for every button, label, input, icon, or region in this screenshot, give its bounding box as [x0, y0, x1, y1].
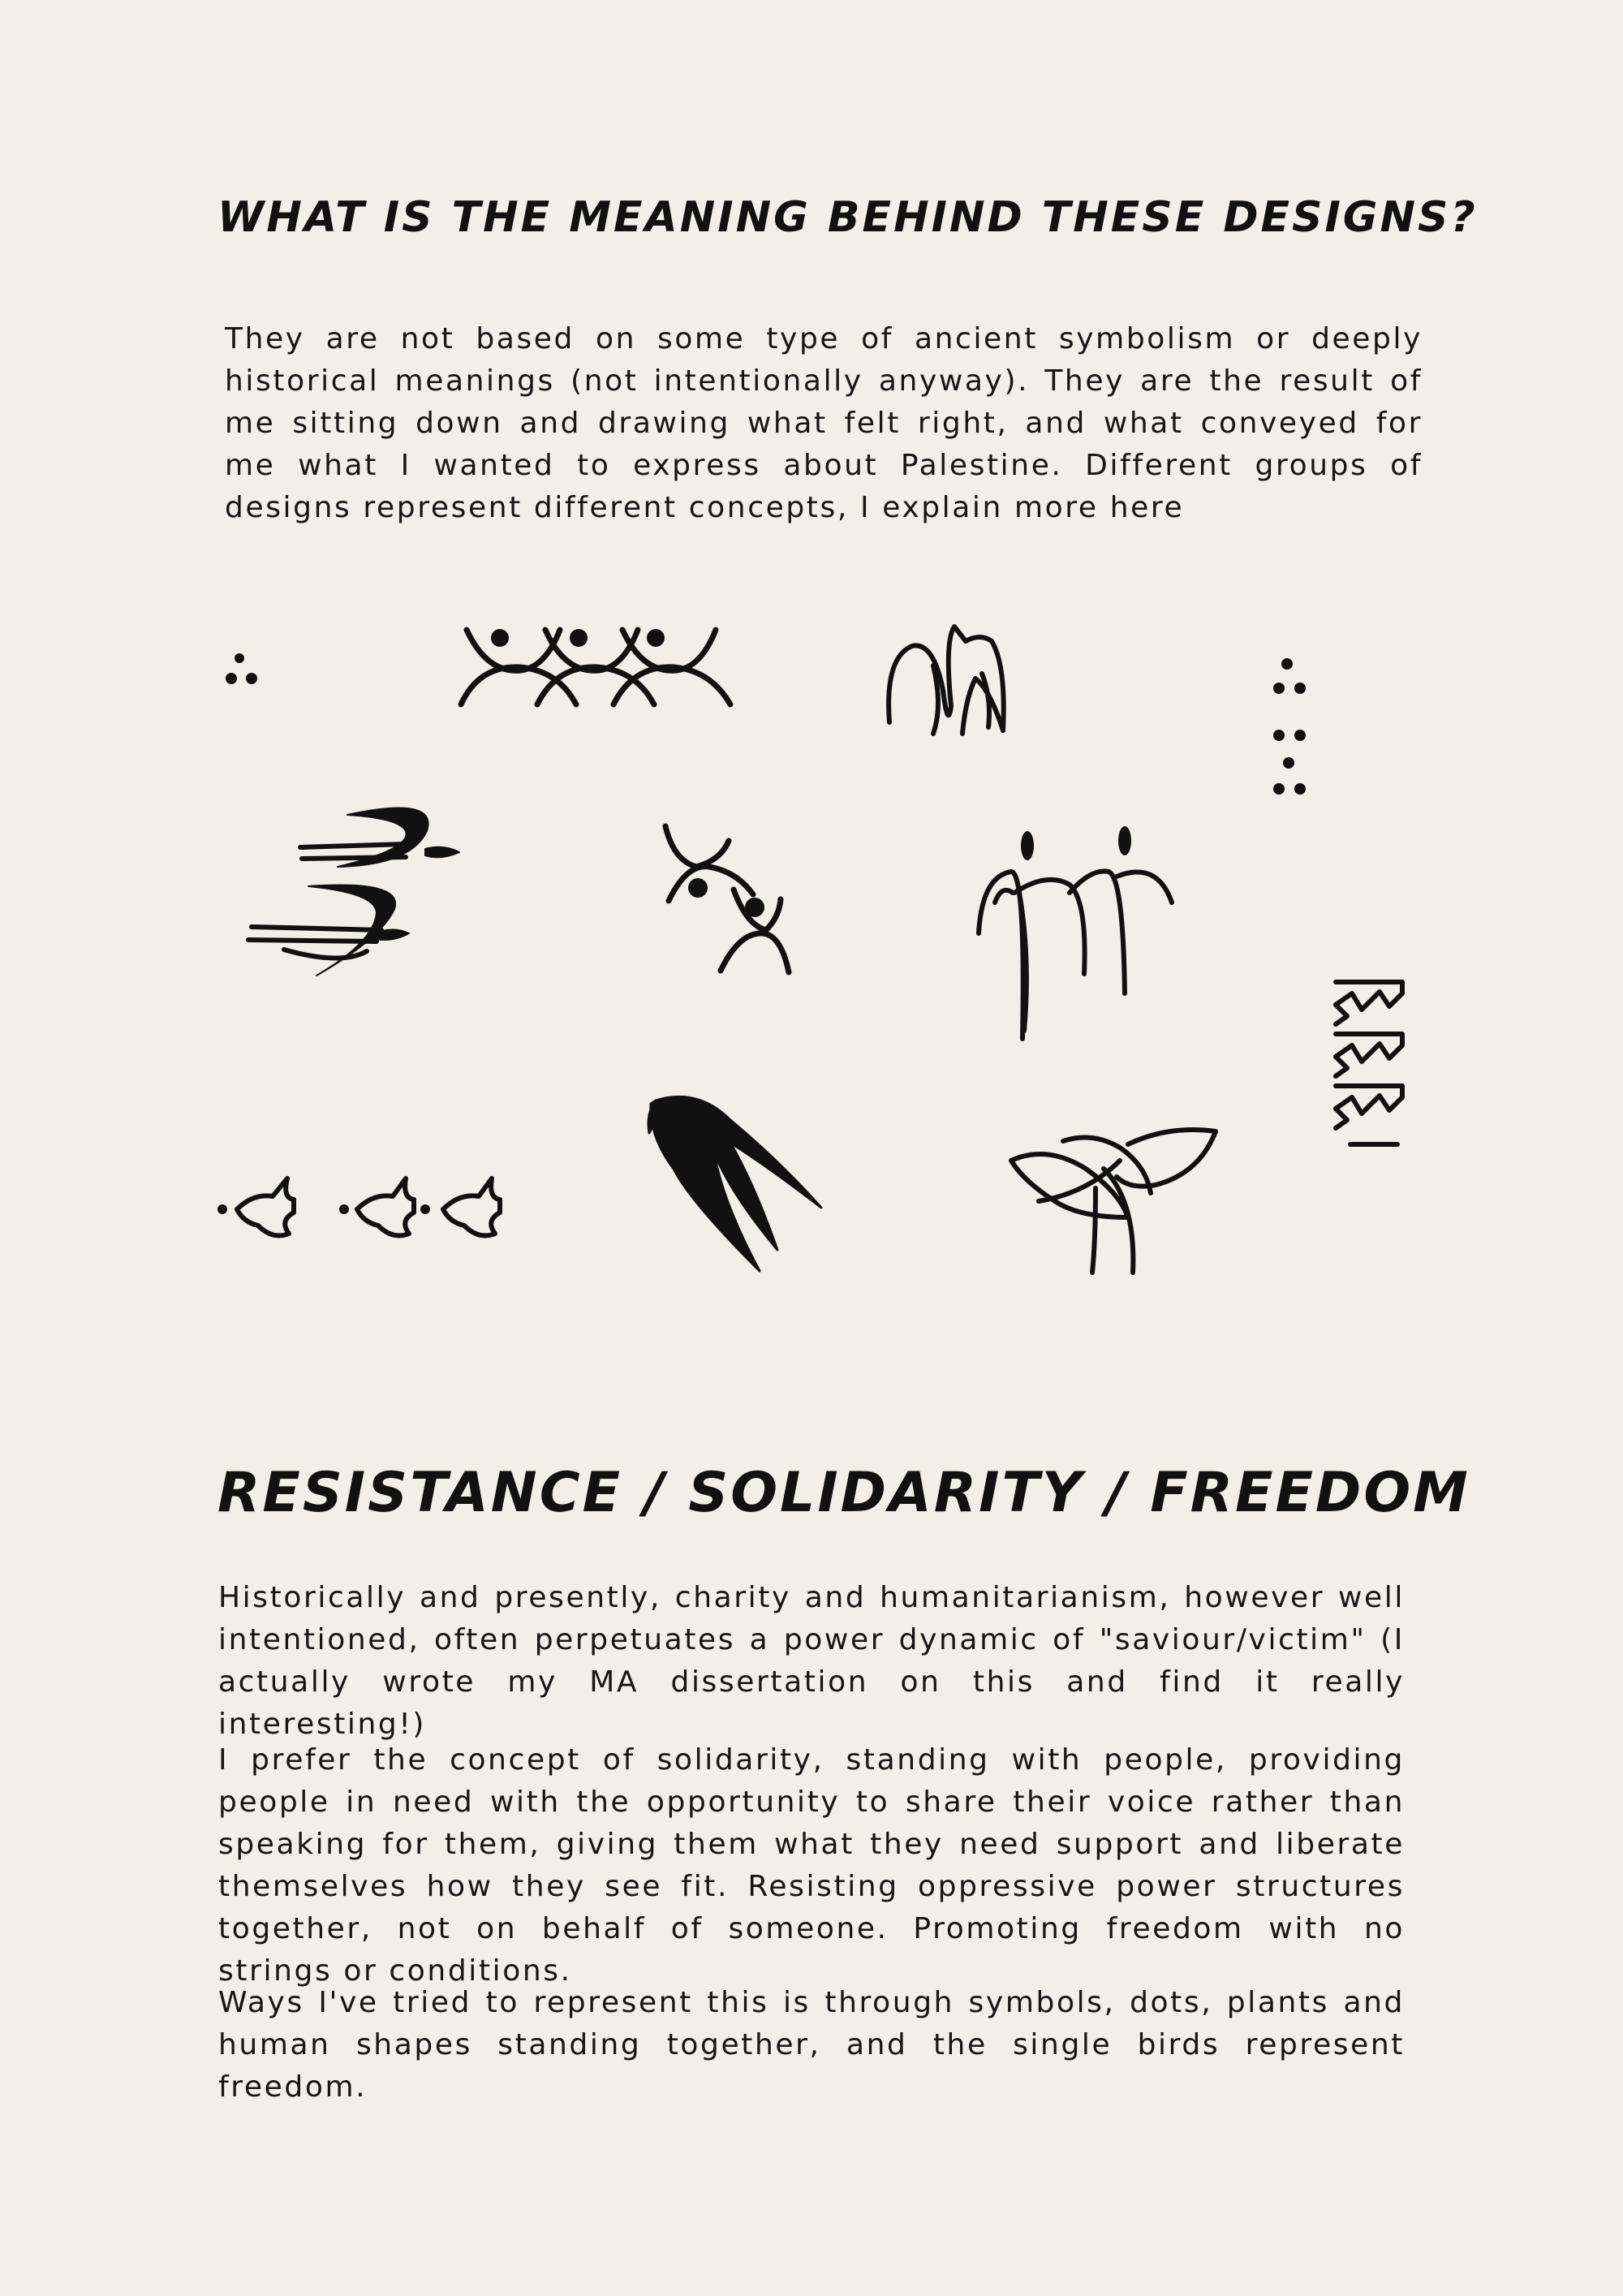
section-heading-meaning: WHAT IS THE MEANING BEHIND THESE DESIGNS?	[217, 193, 1478, 242]
swooping-bird-icon	[648, 1096, 821, 1271]
birds-column-icon	[1336, 982, 1402, 1144]
section-heading-resistance: RESISTANCE / SOLIDARITY / FREEDOM	[217, 1461, 1470, 1525]
charity-paragraph: Historically and presently, charity and humanitarianism, however well intentioned, often perpetuates a power dynamic of "saviour/victim" (I actually wrote my MA dissertation on this and find it really interesting!)	[218, 1581, 1405, 1741]
plant-icon	[1011, 1130, 1216, 1273]
standing-figures-icon	[979, 826, 1172, 1039]
three-figures-icon	[461, 629, 730, 704]
meaning-paragraph: They are not based on some type of ancient symbolism or deeply historical meanings (not intentionally anyway). They are the result of me sitting down and drawing what felt right, and what conveyed for me what I wanted to express about Palestine. Different groups of designs represent different concepts, I explain more here	[225, 322, 1423, 524]
doves-row-icon	[217, 1178, 500, 1235]
symbols-paragraph: Ways I've tried to represent this is through symbols, dots, plants and human shapes standing together, and the single birds represent freedom.	[218, 1986, 1405, 2104]
dot-column-icon	[1273, 658, 1306, 795]
bird-icon	[889, 627, 1004, 734]
three-dots-icon	[226, 653, 257, 684]
swallows-icon	[248, 808, 459, 976]
solidarity-paragraph: I prefer the concept of solidarity, standing with people, providing people in need with the opportunity to share their voice rather than speaking for them, giving them what they need support and liberate themselves how they see fit. Resisting oppressive power structures together, not on behalf of someone. Promoting freedom with no strings or conditions.	[218, 1743, 1405, 1988]
two-figures-icon	[665, 826, 789, 972]
